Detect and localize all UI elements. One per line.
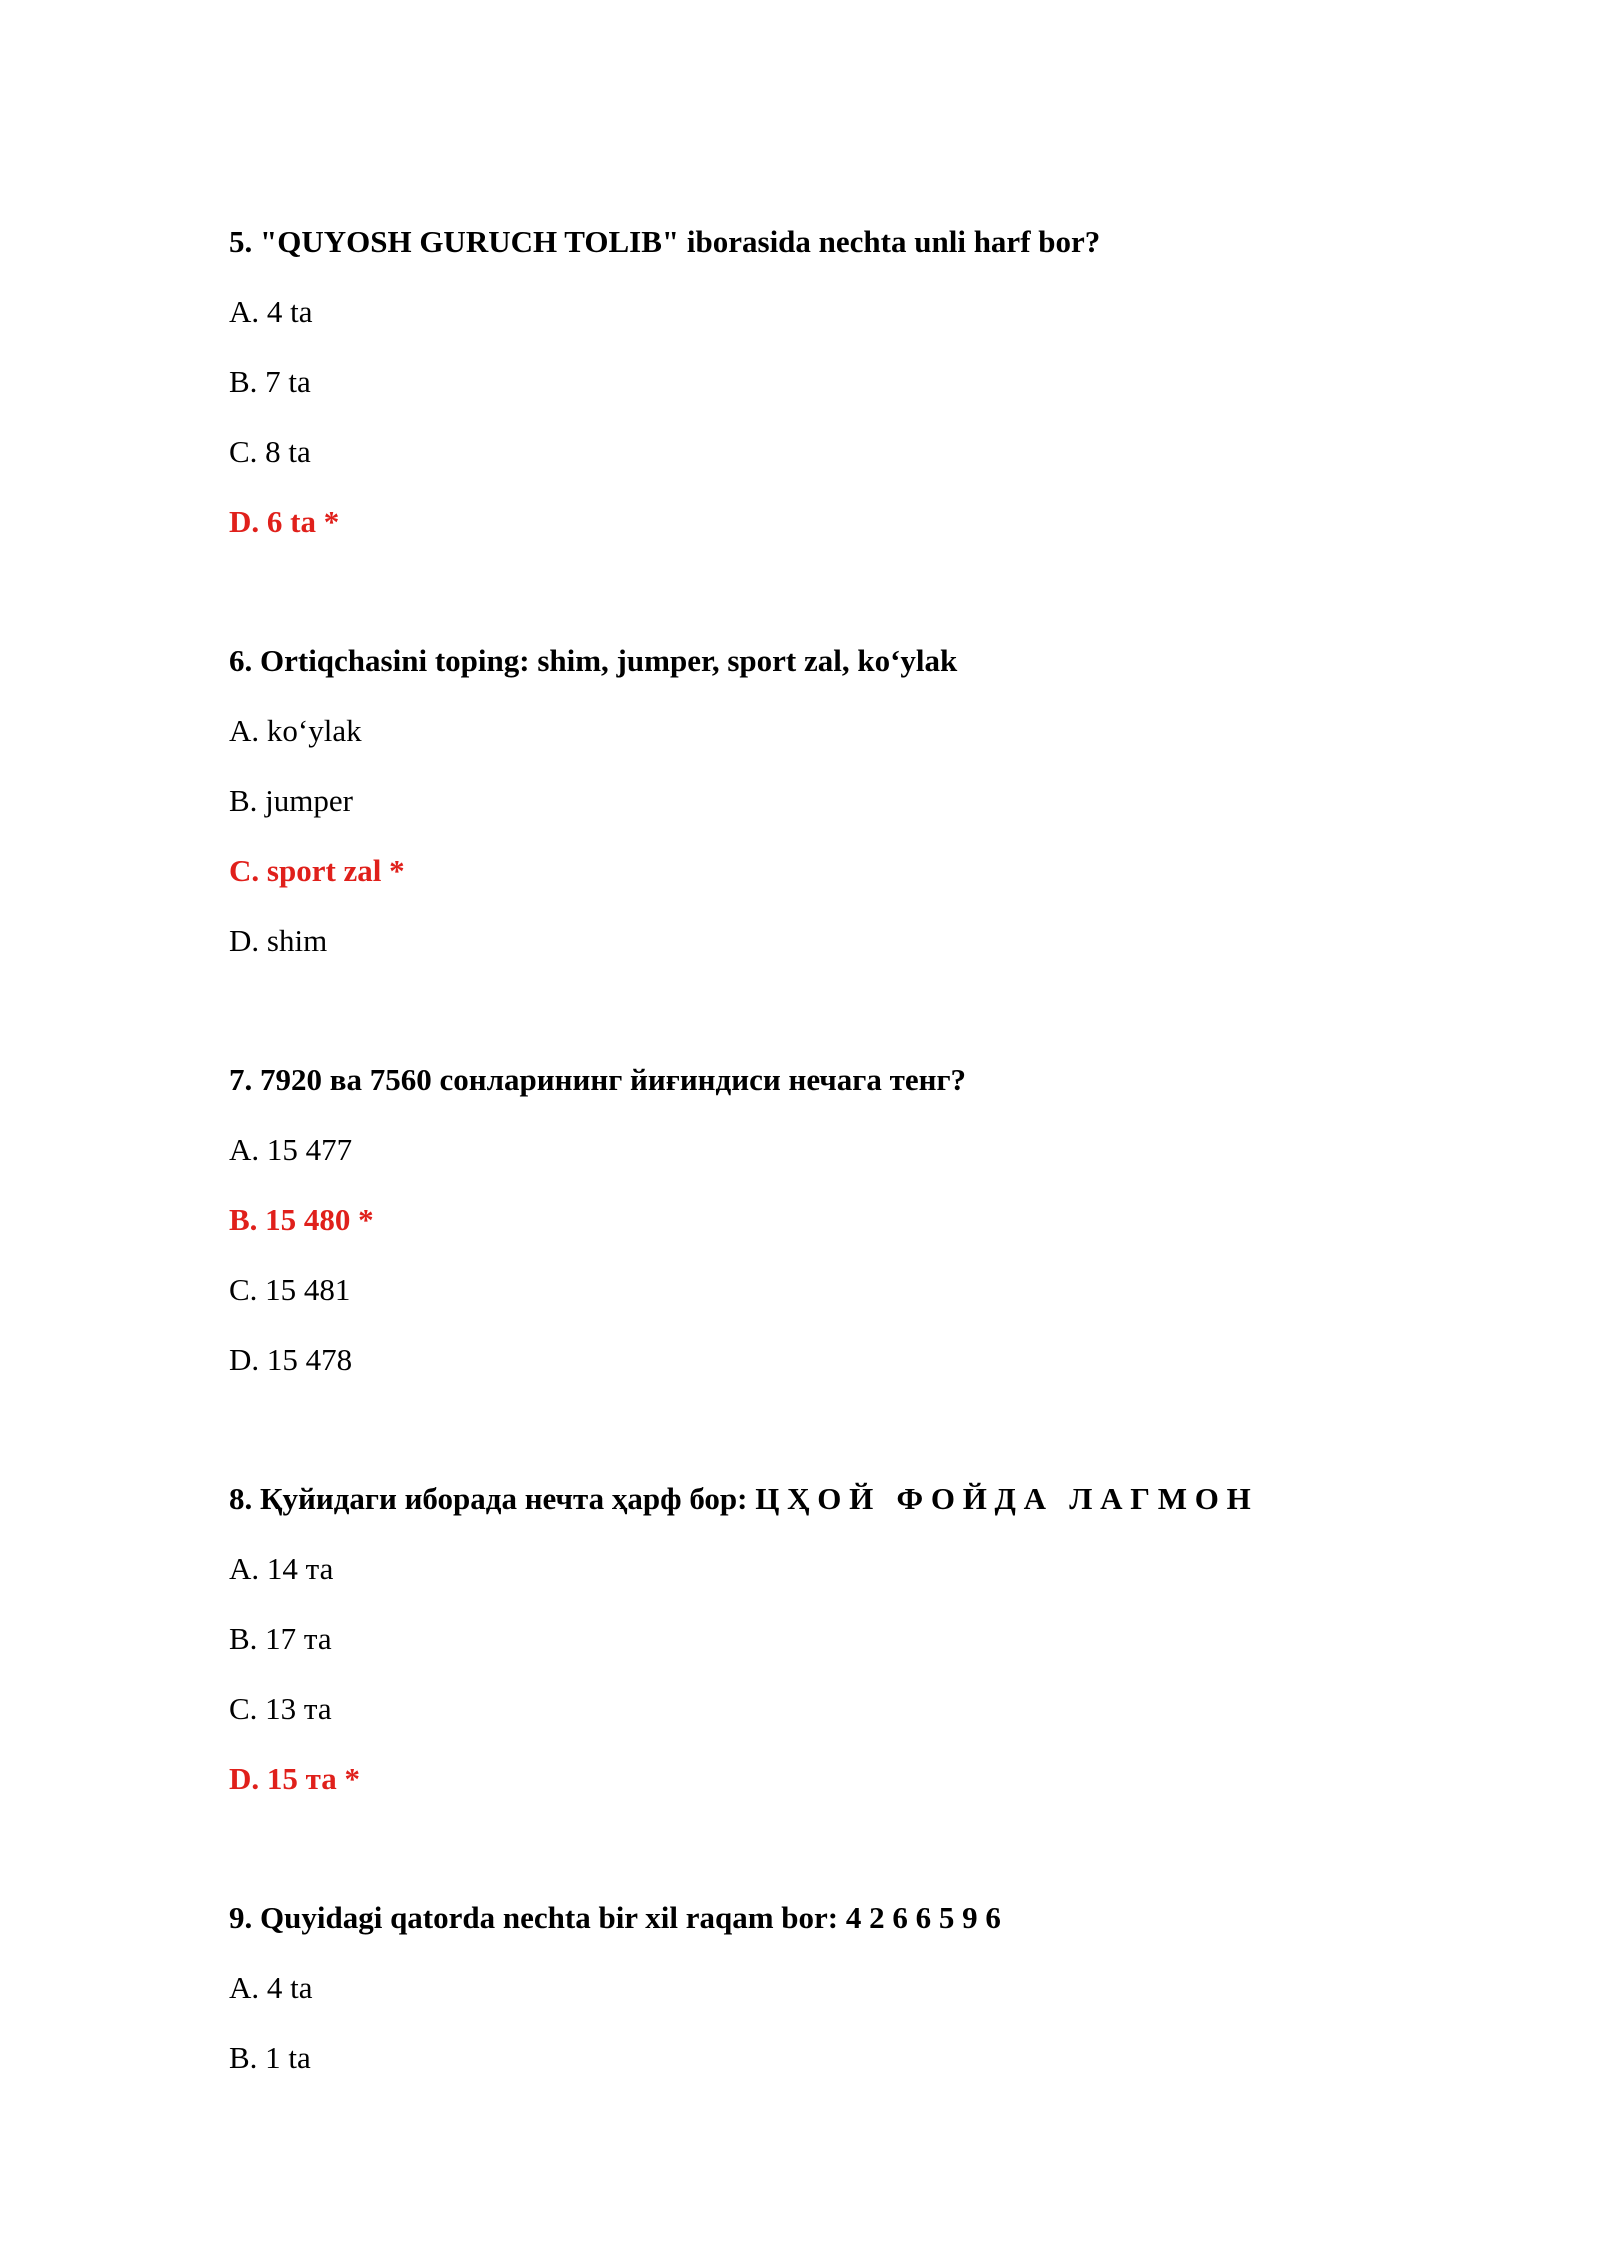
question-7-option-b-correct: B. 15 480 *	[229, 1202, 374, 1237]
question-6-option-d: D. shim	[229, 923, 328, 958]
question-7-option-a: A. 15 477	[229, 1132, 353, 1167]
question-5-option-a: A. 4 ta	[229, 294, 313, 329]
question-7-option-c: C. 15 481	[229, 1272, 351, 1307]
question-6-text: 6. Ortiqchasini toping: shim, jumper, sport zal, ko‘ylak	[229, 643, 958, 678]
question-5-text: 5. "QUYOSH GURUCH TOLIB" iborasida nechta unli harf bor?	[229, 224, 1101, 259]
question-7-option-d: D. 15 478	[229, 1342, 353, 1377]
question-7-text: 7. 7920 ва 7560 сонларининг йиғиндиси нечага тенг?	[229, 1062, 967, 1097]
question-6-option-a: A. ko‘ylak	[229, 713, 362, 748]
question-8-option-b: B. 17 та	[229, 1621, 332, 1656]
question-9-option-b: B. 1 ta	[229, 2040, 311, 2075]
question-5-option-b: B. 7 ta	[229, 364, 311, 399]
question-6-option-b: B. jumper	[229, 783, 353, 818]
question-5-option-c: C. 8 ta	[229, 434, 311, 469]
question-8-option-a: A. 14 та	[229, 1551, 334, 1586]
question-8-option-c: C. 13 та	[229, 1691, 332, 1726]
question-8-text: 8. Қуйидаги иборада нечта ҳарф бор: Ц Ҳ О Й Ф О Й Д А Л А Г М О Н	[229, 1481, 1251, 1516]
question-8-option-d-correct: D. 15 та *	[229, 1761, 360, 1796]
question-9-option-a: A. 4 ta	[229, 1970, 313, 2005]
question-6-option-c-correct: C. sport zal *	[229, 853, 405, 888]
question-9-text: 9. Quyidagi qatorda nechta bir xil raqam bor: 4 2 6 6 5 9 6	[229, 1900, 1001, 1935]
question-5-option-d-correct: D. 6 ta *	[229, 504, 340, 539]
